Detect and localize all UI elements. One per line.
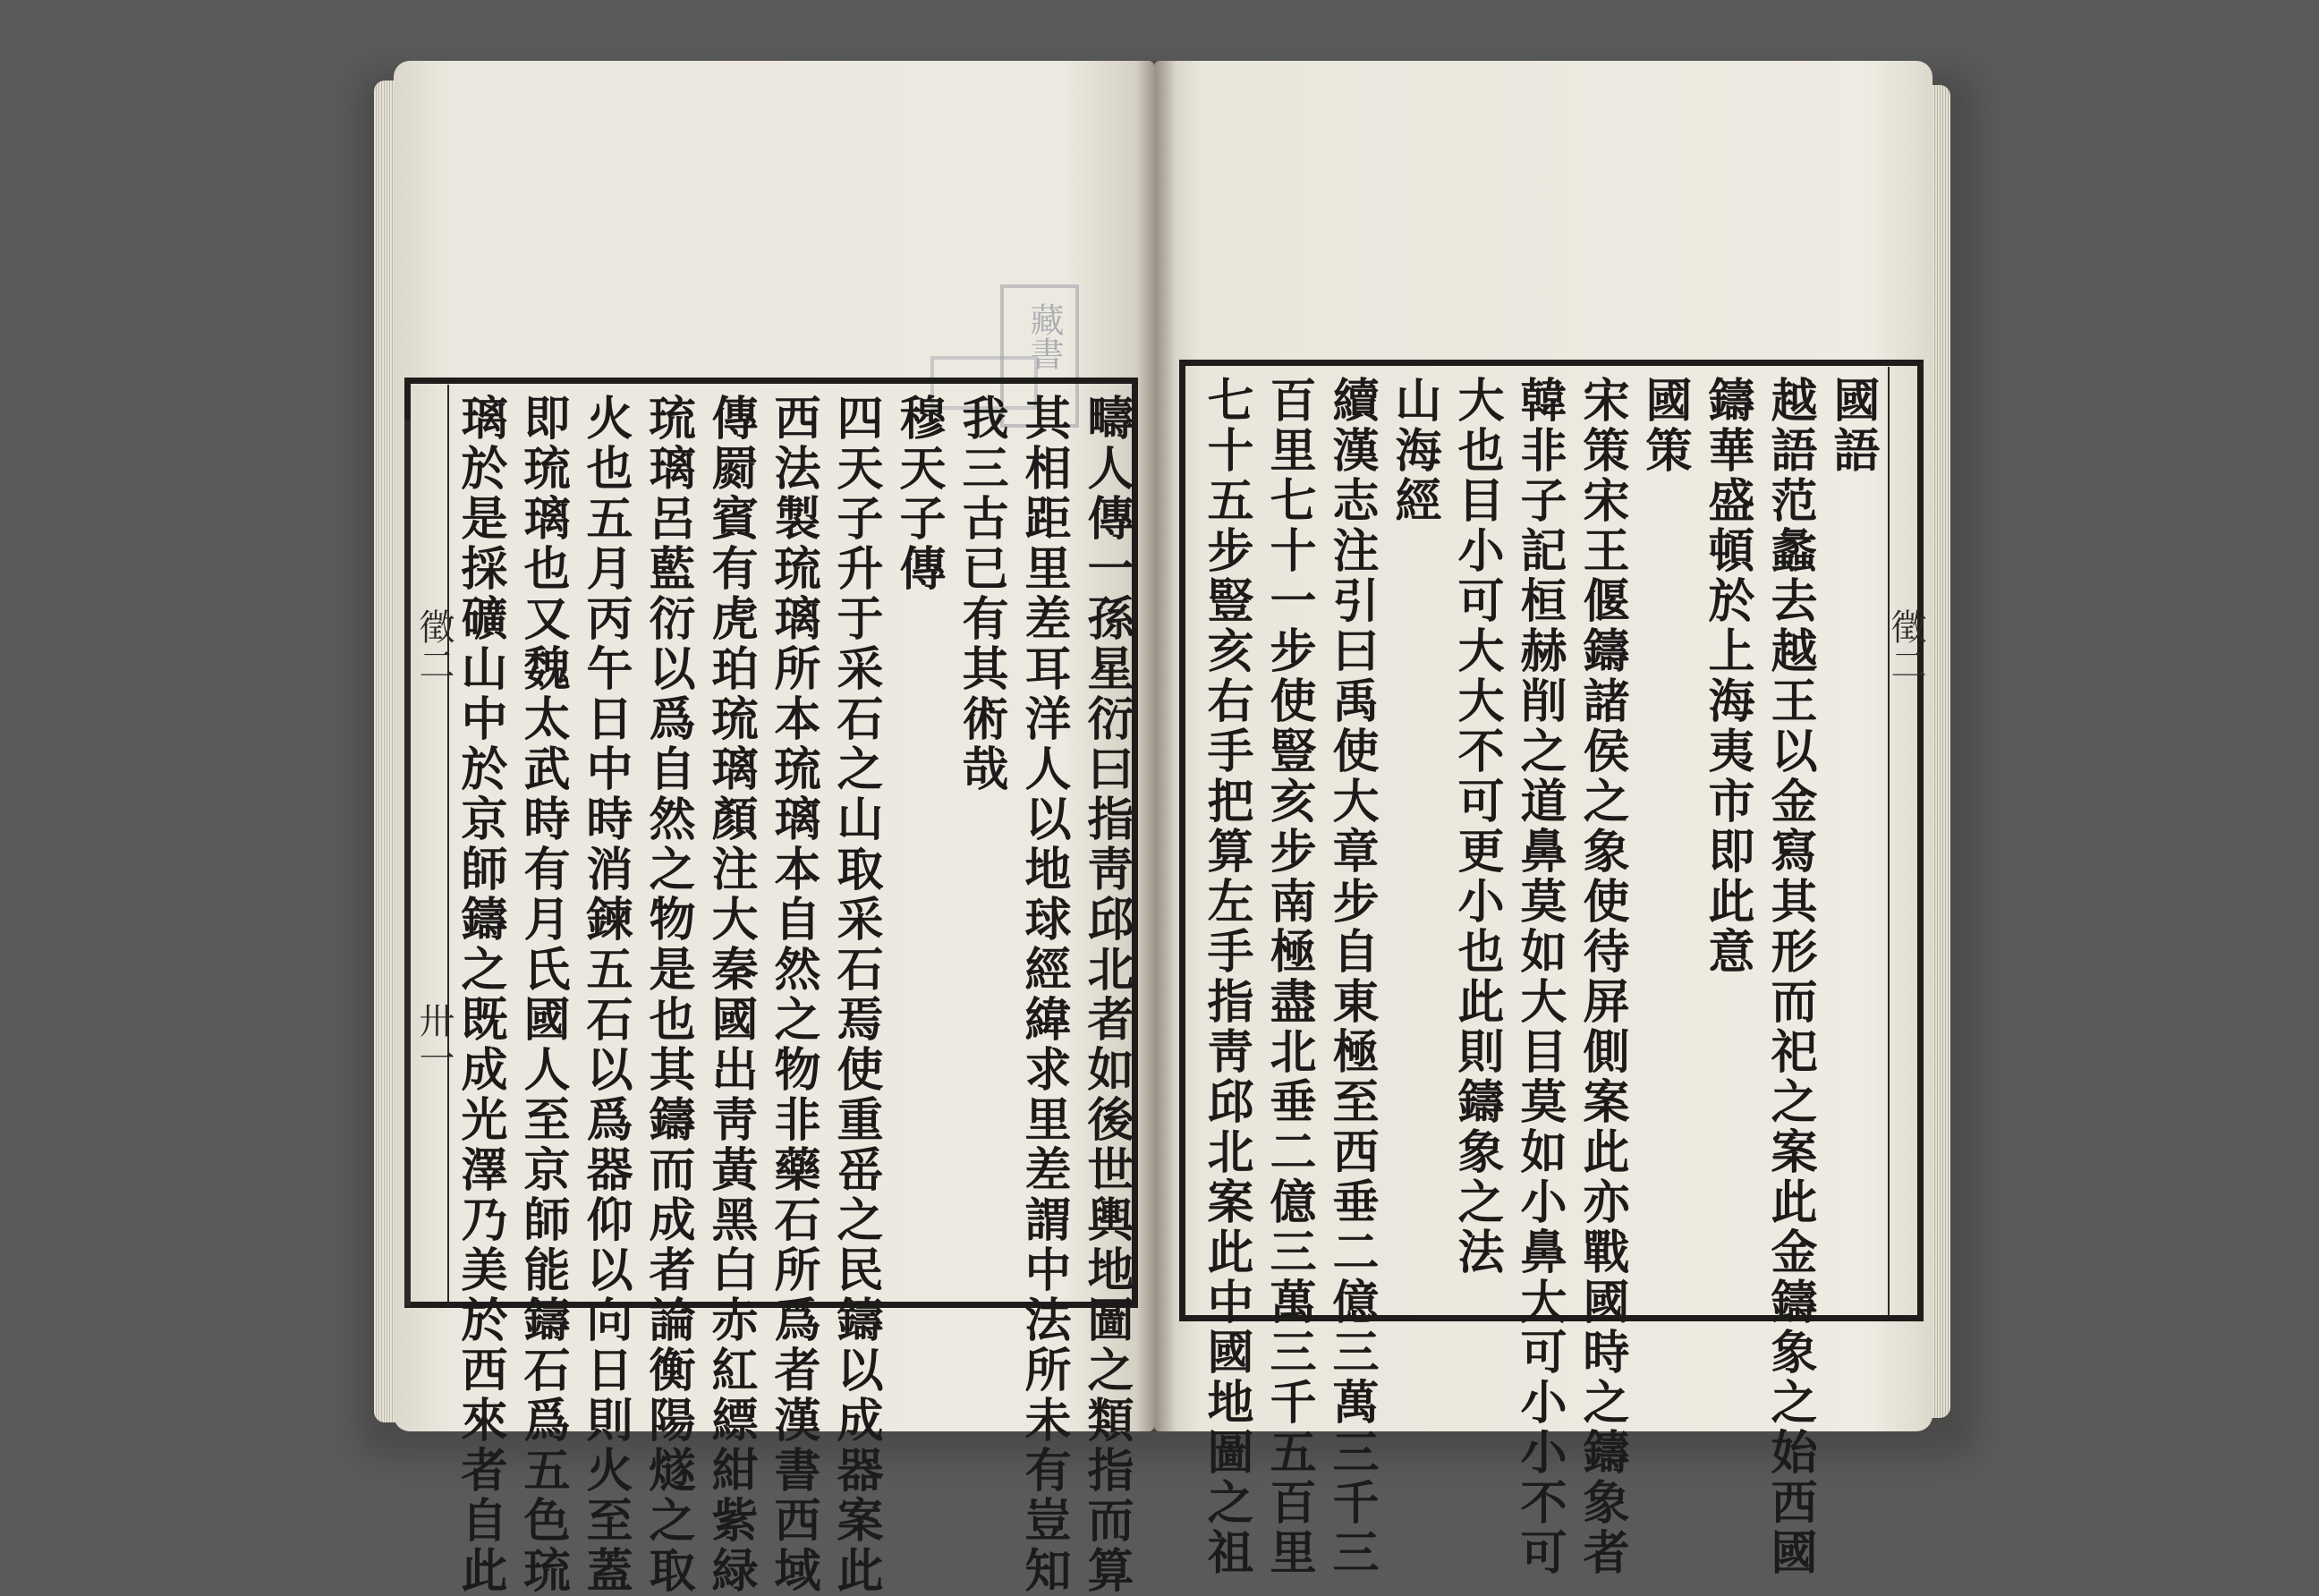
stamp-text: 藏書 [1024, 302, 1064, 370]
right-column-9: 續漢志注引曰禹使大章步自東極至西垂二億三萬三千三 [1324, 376, 1379, 1578]
right-column-10: 百里七十一步使豎亥步南極盡北垂二億三萬三千五百里 [1261, 376, 1316, 1578]
left-column-11: 璃於是採礦山中於京師鑄之既成光澤乃美於西來者自此 [453, 394, 507, 1596]
left-margin-label: 徵二 [413, 608, 454, 683]
left-column-6: 西法製琉璃所本琉璃本自然之物非藥石所爲者漢書西域 [766, 394, 820, 1596]
right-inner-rule [1888, 367, 1890, 1315]
left-column-9: 火也五月丙午日中時消鍊五石以爲器仰以向日則火至蓋 [578, 394, 633, 1596]
left-column-7: 傳罽賓有虎珀琉璃顏注大秦國出靑黃黑白赤紅縹紺紫緑 [703, 394, 758, 1596]
right-column-5: 宋策宋王偃鑄諸侯之象使待屏側案此亦戰國時之鑄象者 [1575, 376, 1629, 1578]
left-column-10: 即琉璃也又魏太武時有月氏國人至京師能鑄石爲五色琉 [515, 394, 570, 1596]
right-column-3: 鑄華盛頓於上海夷市即此意 [1700, 376, 1754, 977]
right-column-11: 七十五步豎亥右手把算左手指靑邱北案此中國地圖之祖 [1199, 376, 1253, 1578]
right-column-7: 大也目小可大大不可更小也此則鑄象之法 [1449, 376, 1504, 1278]
right-column-4-heading: 國策 [1637, 376, 1692, 476]
right-column-1-heading: 國語 [1825, 376, 1880, 476]
left-column-8: 琉璃呂藍衍以爲自然之物是也其鑄而成者論衡陽燧之取 [641, 394, 695, 1596]
right-column-8-heading: 山海經 [1387, 376, 1441, 526]
left-column-1: 疇人傳一孫星衍曰指靑邱北者如後世輿地圖之類指而算 [1079, 394, 1134, 1596]
left-column-3: 我三古已有其術哉 [954, 394, 1008, 794]
left-page-number: 卅一 [413, 1002, 454, 1077]
left-inner-rule [447, 385, 449, 1306]
book-gutter [1136, 61, 1176, 1431]
right-column-6: 韓非子記桓赫削之道鼻莫如大目莫如小鼻大可小小不可 [1512, 376, 1567, 1578]
right-margin-label: 徵二 [1885, 608, 1926, 683]
right-column-2: 越語范蠡去越王以金寫其形而祀之案此金鑄象之始西國 [1763, 376, 1817, 1578]
left-column-5: 四天子升于采石之山取采石焉使重䍃之民鑄以成器案此 [828, 394, 883, 1596]
left-column-4-heading: 穆天子傳 [891, 394, 946, 594]
left-margin-rule [404, 420, 411, 1306]
left-column-2: 其相距里差耳洋人以地球經緯求里差謂中法所未有豈知 [1016, 394, 1071, 1596]
